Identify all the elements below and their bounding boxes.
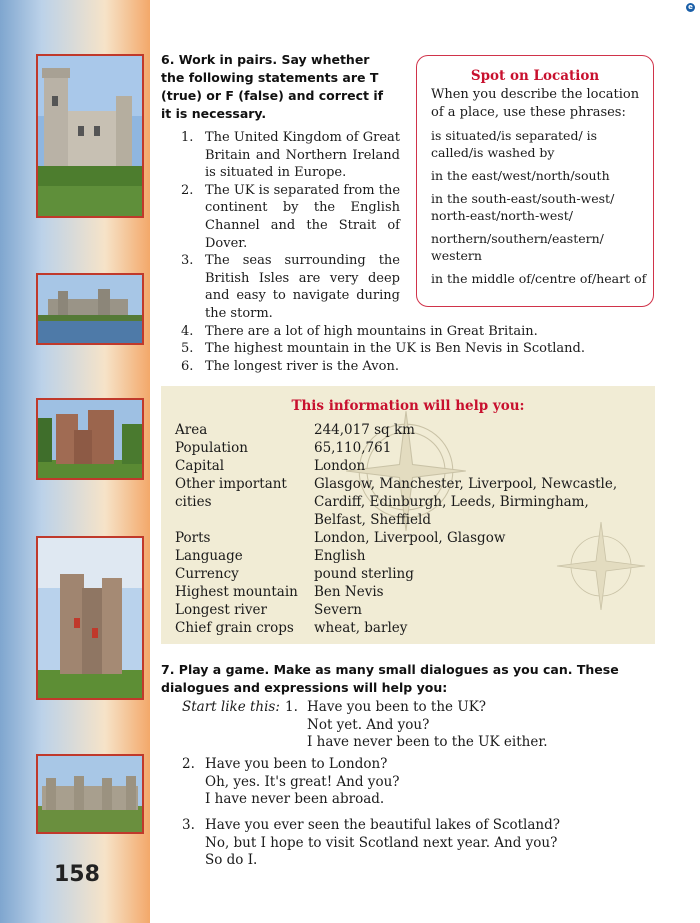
info-panel-title: This information will help you: [291, 398, 525, 414]
statement-5: 5. The highest mountain in the UK is Ben Nevis in Scotland. [181, 341, 585, 357]
statement-1: 1. The United Kingdom of Great Britain and Northern Ireland is situated in Europe. [181, 130, 400, 181]
spot-on-location-box [416, 55, 654, 307]
dialogue-2-number: 2. [182, 756, 195, 772]
page-number: 158 [54, 862, 100, 887]
statement-3: 3. The seas surrounding the British Isles are very deep and easy to navigate during the storm. [181, 253, 400, 321]
publisher-logo-icon: e [686, 3, 695, 12]
castle-photo-3 [36, 398, 144, 480]
dialogue-1: Have you been to the UK? Not yet. And you? I have never been to the UK either. [307, 699, 548, 751]
location-phrase: is situated/is separated/ is called/is washed by [431, 128, 598, 160]
exercise-7-title: 7. Play a game. Make as many small dialogues as you can. These dialogues and expressions will help you: [161, 662, 619, 695]
statement-6: 6. The longest river is the Avon. [181, 358, 399, 374]
location-phrase: northern/southern/eastern/ western [431, 231, 604, 263]
start-like-this-label: Start like this: [182, 699, 280, 715]
dialogue-3: Have you ever seen the beautiful lakes of Scotland? No, but I hope to visit Scotland next year. And you? So do I. [205, 817, 561, 869]
spot-on-location-title: Spot on Location [470, 68, 600, 84]
castle-photo-2 [36, 273, 144, 345]
statement-4: 4. There are a lot of high mountains in Great Britain. [181, 323, 538, 339]
information-panel: This information will help you: Area 244,017 sq km Population 65,110,761 Capital London Other important cities Glasgow, Manchester, Liverpool, Newcastle, Cardiff, Edinburgh, Leeds, Birmingham, Belfast, Sheffield Ports London, Liverpool, Glasgow Language English Currency pound sterling Highest mountain Ben Nevis Longest river Severn Chief grain crops wheat, barley [161, 386, 655, 644]
location-phrase: in the middle of/centre of/heart of [431, 271, 647, 286]
exercise-6-title: 6. Work in pairs. Say whether the following statements are T (true) or F (false) and correct if it is necessary. [161, 52, 384, 121]
dialogue-3-number: 3. [182, 817, 195, 833]
dialogue-1-number: 1. [285, 699, 298, 715]
statement-2: 2. The UK is separated from the continent by the English Channel and the Strait of Dover. [181, 182, 401, 251]
corner-logo [686, 2, 696, 12]
castle-photo-1 [36, 54, 144, 218]
spot-on-location-intro: When you describe the location of a place, use these phrases: [431, 87, 640, 120]
castle-photo-4 [36, 536, 144, 700]
location-phrase: in the south-east/south-west/ north-east/north-west/ [431, 191, 615, 223]
castle-photo-5 [36, 754, 144, 834]
location-phrase: in the east/west/north/south [431, 168, 610, 183]
dialogue-2: Have you been to London? Oh, yes. It's great! And you? I have never been abroad. [205, 756, 400, 808]
